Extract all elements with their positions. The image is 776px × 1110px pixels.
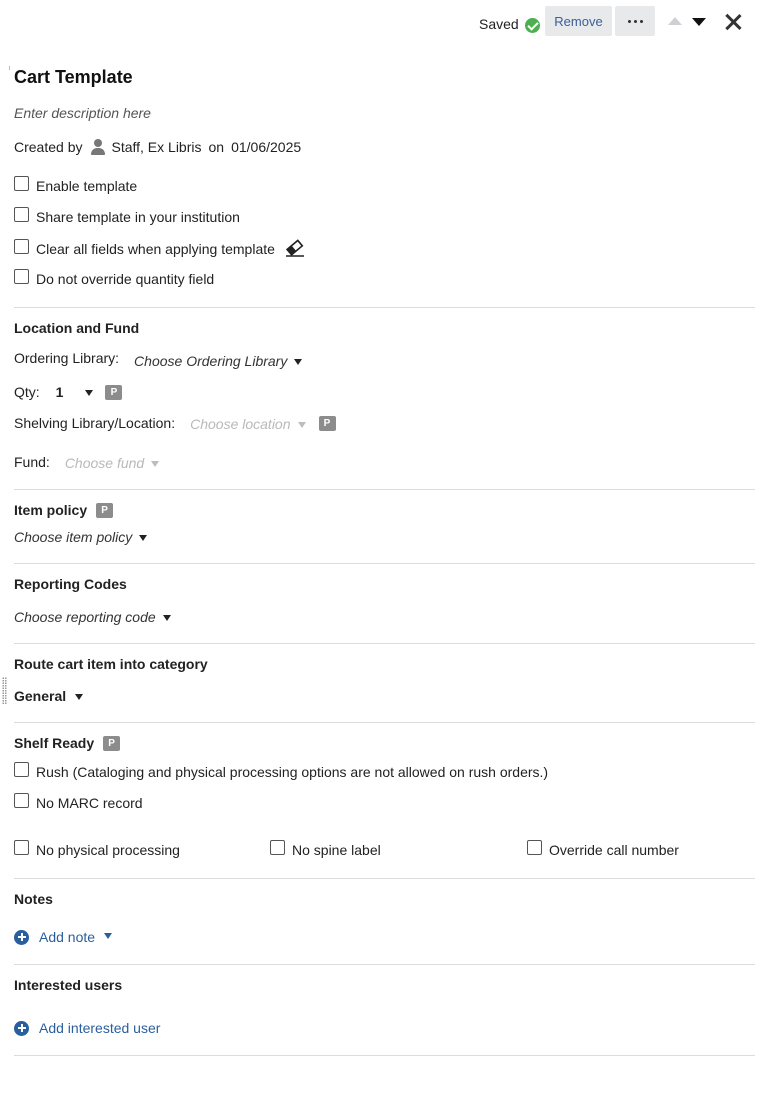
physical-badge: P <box>96 503 113 518</box>
next-arrow-icon[interactable] <box>692 18 706 26</box>
share-template-checkbox[interactable] <box>14 207 29 222</box>
clear-fields-label: Clear all fields when applying template <box>36 241 275 257</box>
plus-circle-icon <box>14 1021 29 1036</box>
no-marc-checkbox[interactable] <box>14 793 29 808</box>
chevron-down-icon <box>163 615 171 621</box>
on-label: on <box>208 139 225 155</box>
divider <box>14 489 755 490</box>
reporting-code-value: Choose reporting code <box>14 609 156 625</box>
divider <box>14 563 755 564</box>
no-override-qty-label: Do not override quantity field <box>36 271 215 287</box>
ordering-library-value: Choose Ordering Library <box>134 353 288 369</box>
qty-row <box>14 384 122 400</box>
no-spine-checkbox[interactable] <box>270 840 285 855</box>
rush-option[interactable] <box>14 764 548 780</box>
route-category-select[interactable] <box>14 688 83 704</box>
rush-checkbox[interactable] <box>14 762 29 777</box>
item-policy-value: Choose item policy <box>14 529 133 545</box>
shelving-location-label: Shelving Library/Location: <box>14 415 176 431</box>
no-spine-label: No spine label <box>292 842 381 858</box>
add-note-button[interactable] <box>14 929 112 945</box>
check-circle-icon <box>525 18 540 33</box>
created-by-label: Created by <box>14 139 83 155</box>
ellipsis-icon <box>628 20 631 23</box>
description-field[interactable]: Enter description here <box>14 105 151 121</box>
physical-badge: P <box>319 416 336 431</box>
chevron-down-icon <box>75 694 83 700</box>
no-override-qty-option[interactable] <box>14 271 214 287</box>
chevron-down-icon <box>85 390 93 396</box>
divider <box>14 722 755 723</box>
chevron-down-icon <box>151 461 159 467</box>
physical-badge: P <box>105 385 122 400</box>
location-fund-title: Location and Fund <box>14 320 140 336</box>
remove-button[interactable]: Remove <box>545 6 612 36</box>
created-by-user: Staff, Ex Libris <box>111 139 202 155</box>
enable-template-checkbox[interactable] <box>14 176 29 191</box>
divider <box>14 1055 755 1056</box>
add-interested-user-button[interactable] <box>14 1020 160 1036</box>
chevron-down-icon <box>298 422 306 428</box>
ordering-library-row <box>14 350 302 369</box>
divider <box>14 307 755 308</box>
page-title[interactable]: Cart Template <box>14 67 133 87</box>
chevron-down-icon[interactable] <box>104 933 112 939</box>
edge-marker <box>9 66 10 70</box>
fund-select[interactable] <box>65 455 159 471</box>
shelving-location-row <box>14 415 336 431</box>
qty-select[interactable] <box>56 384 94 400</box>
override-call-checkbox[interactable] <box>527 840 542 855</box>
fund-value: Choose fund <box>64 455 145 471</box>
plus-circle-icon <box>14 930 29 945</box>
ordering-library-label: Ordering Library: <box>14 350 120 366</box>
clear-fields-option[interactable] <box>14 240 303 258</box>
qty-label: Qty: <box>14 384 40 400</box>
ellipsis-dot <box>634 20 637 23</box>
no-spine-option[interactable] <box>270 842 381 858</box>
reporting-codes-title: Reporting Codes <box>14 576 127 592</box>
add-note-label: Add note <box>39 929 96 945</box>
no-physical-label: No physical processing <box>36 842 180 858</box>
enable-template-option[interactable] <box>14 178 137 194</box>
drag-handle-icon[interactable] <box>2 677 7 705</box>
physical-badge: P <box>103 736 120 751</box>
reporting-code-select[interactable] <box>14 609 171 625</box>
fund-label: Fund: <box>14 454 50 470</box>
no-physical-option[interactable] <box>14 842 180 858</box>
no-marc-option[interactable] <box>14 795 143 811</box>
saved-label: Saved <box>479 16 519 32</box>
item-policy-select[interactable] <box>14 529 147 545</box>
ordering-library-select[interactable] <box>134 353 302 369</box>
notes-title: Notes <box>14 891 53 907</box>
share-template-label: Share template in your institution <box>36 209 240 225</box>
eraser-icon[interactable] <box>285 239 303 257</box>
created-by-line <box>14 139 301 155</box>
share-template-option[interactable] <box>14 209 240 225</box>
chevron-down-icon <box>294 359 302 365</box>
divider <box>14 643 755 644</box>
route-category-value: General <box>14 688 67 704</box>
item-policy-label: Item policy <box>14 502 88 518</box>
user-icon <box>91 139 105 155</box>
shelf-ready-title <box>14 735 120 751</box>
shelving-location-value: Choose location <box>190 416 291 432</box>
close-icon[interactable] <box>723 12 743 32</box>
add-interested-user-label: Add interested user <box>39 1020 161 1036</box>
qty-value: 1 <box>55 384 64 400</box>
enable-template-label: Enable template <box>36 178 138 194</box>
interested-users-title: Interested users <box>14 977 123 993</box>
ellipsis-dot <box>640 20 643 23</box>
previous-arrow-icon[interactable] <box>668 17 682 25</box>
route-category-title: Route cart item into category <box>14 656 208 672</box>
top-toolbar <box>0 6 776 38</box>
override-call-label: Override call number <box>549 842 679 858</box>
more-options-button[interactable] <box>615 6 655 36</box>
no-physical-checkbox[interactable] <box>14 840 29 855</box>
chevron-down-icon <box>139 535 147 541</box>
created-date: 01/06/2025 <box>231 139 302 155</box>
divider <box>14 878 755 879</box>
rush-label: Rush (Cataloging and physical processing options are not allowed on rush orders.) <box>36 764 549 780</box>
shelving-location-select[interactable] <box>190 416 305 432</box>
no-override-qty-checkbox[interactable] <box>14 269 29 284</box>
fund-row <box>14 454 159 470</box>
item-policy-title <box>14 502 113 518</box>
saved-status <box>479 16 540 32</box>
clear-fields-checkbox[interactable] <box>14 239 29 254</box>
divider <box>14 964 755 965</box>
override-call-option[interactable] <box>527 842 679 858</box>
no-marc-label: No MARC record <box>36 795 143 811</box>
shelf-ready-label: Shelf Ready <box>14 735 95 751</box>
